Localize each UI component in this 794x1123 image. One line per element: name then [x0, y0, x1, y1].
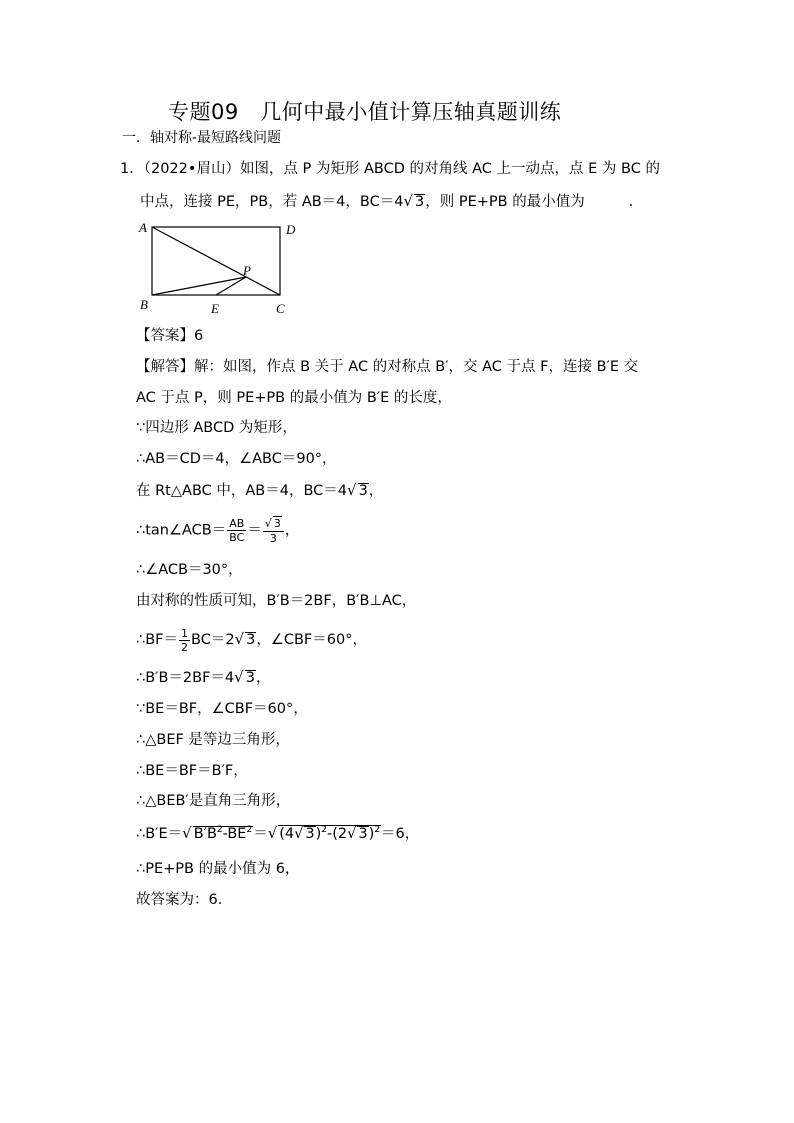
solution-line-17: 故答案为：6．	[136, 892, 233, 908]
sqrt-radicand: 3	[245, 670, 255, 686]
sqrt-symbol: √	[403, 192, 414, 210]
label-a: A	[139, 220, 147, 235]
sqrt-radicand: 3	[246, 632, 256, 648]
sqrt-radicand	[278, 825, 381, 841]
solution-line-15	[136, 823, 419, 844]
label-e: E	[211, 301, 219, 316]
problem-line-1	[120, 159, 660, 179]
exponent: 2	[374, 825, 381, 836]
problem-text-2a: 中点，连接 PE，PB，若 AB＝4，BC＝4	[140, 194, 404, 210]
solution-line-3: ∵四边形 ABCD 为矩形，	[136, 420, 297, 436]
radicand-part: )	[368, 826, 375, 842]
radicand-part: B′B	[193, 826, 217, 842]
sqrt-symbol: √	[234, 668, 244, 686]
solution-line-7: ∴∠ACB＝30°，	[136, 562, 243, 578]
solution-line-4: ∴AB＝CD＝4，∠ABC＝90°，	[136, 451, 337, 467]
problem-text-1: （2022•眉山）如图，点 P 为矩形 ABCD 的对角线 AC 上一动点，点 E 为 BC 的	[143, 161, 660, 177]
problem-text-2c: ，则 PE+PB 的最小值为	[425, 194, 585, 210]
diagonal-ac	[152, 227, 280, 295]
radicand-part: -BE	[222, 826, 247, 842]
problem-period: ．	[628, 194, 644, 210]
solution-line-2: AC 于点 P，则 PE+PB 的最小值为 B′E 的长度，	[136, 390, 452, 406]
rectangle-figure	[128, 215, 308, 320]
fraction-denominator: 3	[269, 532, 277, 545]
answer-line	[136, 326, 203, 346]
label-b: B	[140, 297, 148, 312]
solution-text-6end: ，	[284, 522, 300, 539]
fraction-one-half	[179, 627, 190, 654]
equals-sign: ＝	[247, 522, 262, 539]
problem-number: 1．	[120, 161, 144, 177]
radicand-part: )	[315, 826, 322, 842]
solution-text-15o: ＝6，	[381, 826, 420, 842]
label-d: D	[286, 222, 296, 237]
sqrt-symbol: √	[267, 824, 278, 842]
solution-line-13: ∴BE＝BF＝B′F，	[136, 763, 248, 779]
exponent: 2	[321, 825, 328, 836]
solution-text-5c: ，	[368, 483, 384, 499]
solution-text-10a: ∴B′B＝2BF＝4	[136, 670, 235, 686]
solution-text-15a: ∴B′E＝	[136, 826, 183, 842]
sqrt-radicand: 3	[358, 826, 368, 842]
solution-line-5	[136, 480, 383, 501]
solution-line-8: 由对称的性质可知，B′B＝2BF，B′B⊥AC，	[136, 593, 417, 609]
solution-line-11: ∵BE＝BF，∠CBF＝60°，	[136, 701, 308, 717]
label-p: P	[243, 263, 251, 278]
fraction-ab-bc	[227, 517, 246, 544]
solution-text-9d: ，∠CBF＝60°，	[256, 632, 367, 648]
exponent: 2	[216, 825, 223, 836]
sqrt-symbol: √	[347, 826, 357, 842]
sqrt-symbol: √	[347, 481, 357, 499]
sqrt-radicand: 3	[415, 194, 425, 210]
page-title: 专题09 几何中最小值计算压轴真题训练	[168, 100, 562, 124]
answer-tag: 【答案】	[136, 328, 194, 344]
fraction-denominator: BC	[229, 531, 245, 544]
sqrt-symbol: √	[234, 630, 245, 648]
problem-line-2	[140, 191, 643, 212]
solution-line-16: ∴PE+PB 的最小值为 6，	[136, 861, 300, 877]
fraction-numerator	[263, 516, 284, 532]
fraction-sqrt3-3	[263, 516, 284, 545]
solution-text-10c: ，	[255, 670, 271, 686]
solution-text-1: 解：如图，作点 B 关于 AC 的对称点 B′，交 AC 于点 F，连接 B′E 交	[194, 359, 639, 375]
solution-line-6	[136, 516, 299, 545]
sqrt-radicand: 3	[273, 517, 281, 530]
exponent: 2	[246, 825, 253, 836]
sqrt-symbol: √	[182, 824, 192, 842]
solution-text-5a: 在 Rt△ABC 中，AB＝4，BC＝4	[136, 483, 347, 499]
solution-line-14: ∴△BEB′是直角三角形，	[136, 793, 291, 809]
solution-line-10	[136, 667, 270, 688]
answer-value: 6	[194, 328, 204, 344]
fraction-numerator: 1	[181, 626, 189, 640]
solution-tag: 【解答】	[136, 359, 194, 375]
sqrt-symbol: √	[294, 826, 304, 842]
radicand-part: -(2	[327, 826, 348, 842]
label-c: C	[276, 301, 285, 316]
solution-line-1	[136, 357, 638, 377]
section-heading: 一．轴对称-最短路线问题	[122, 130, 282, 146]
sqrt-radicand	[193, 826, 253, 841]
radicand-part: (4	[279, 826, 295, 842]
solution-text-9b: BC＝2	[191, 632, 235, 648]
solution-text-9a: ∴BF＝	[136, 632, 179, 648]
sqrt-radicand: 3	[305, 826, 315, 842]
solution-text-6a: ∴tan∠ACB＝	[136, 522, 227, 539]
fraction-numerator: AB	[229, 517, 245, 530]
solution-line-9	[136, 626, 367, 654]
equals-sign: ＝	[253, 826, 268, 842]
sqrt-radicand: 3	[358, 483, 368, 499]
fraction-denominator: 2	[181, 640, 189, 654]
solution-line-12: ∴△BEF 是等边三角形，	[136, 732, 290, 748]
sqrt-symbol: √	[264, 517, 272, 530]
